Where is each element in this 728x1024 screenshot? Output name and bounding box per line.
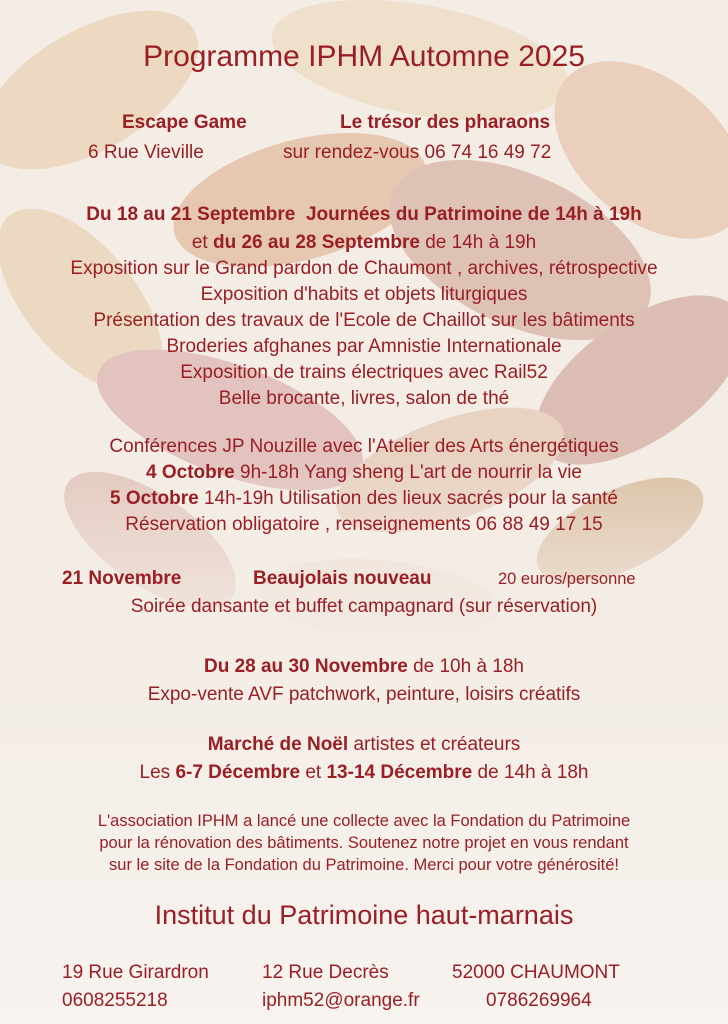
patrimoine-item: Belle brocante, livres, salon de thé xyxy=(218,388,510,409)
escape-game-label: Escape Game xyxy=(122,112,247,133)
beaujolais-event: Beaujolais nouveau xyxy=(253,568,432,589)
phone-2: 0786269964 xyxy=(486,990,592,1011)
email: iphm52@orange.fr xyxy=(262,990,420,1011)
escape-game-name: Le trésor des pharaons xyxy=(340,112,551,133)
patrimoine-item: Broderies afghanes par Amnistie Internationale xyxy=(166,336,562,357)
city: 52000 CHAUMONT xyxy=(452,962,620,983)
collecte-line: L'association IPHM a lancé une collecte avec la Fondation du Patrimoine xyxy=(97,812,631,830)
escape-game-booking: sur rendez-vous 06 74 16 49 72 xyxy=(283,142,552,163)
escape-game-address: 6 Rue Vieville xyxy=(88,142,204,163)
beaujolais-date: 21 Novembre xyxy=(62,568,182,589)
noel-heading: Marché de Noël artistes et créateurs xyxy=(207,734,521,755)
conferences-reservation: Réservation obligatoire , renseignements 06 88 49 17 15 xyxy=(125,514,603,535)
institute-name: Institut du Patrimoine haut-marnais xyxy=(154,900,574,930)
patrimoine-item: Exposition d'habits et objets liturgiques xyxy=(200,284,528,305)
phone-1: 0608255218 xyxy=(62,990,168,1011)
patrimoine-heading: Du 18 au 21 Septembre Journées du Patrimoine de 14h à 19h xyxy=(86,204,642,225)
patrimoine-item: Exposition sur le Grand pardon de Chaumont , archives, rétrospective xyxy=(70,258,658,279)
expo-vente-dates: Du 28 au 30 Novembre de 10h à 18h xyxy=(203,656,525,677)
conference-2: 5 Octobre 14h-19h Utilisation des lieux sacrés pour la santé xyxy=(110,488,618,509)
patrimoine-item: Présentation des travaux de l'Ecole de Chaillot sur les bâtiments xyxy=(93,310,635,331)
patrimoine-second-dates: et du 26 au 28 Septembre de 14h à 19h xyxy=(191,232,537,253)
conferences-intro: Conférences JP Nouzille avec l'Atelier des Arts énergétiques xyxy=(109,436,619,457)
noel-dates: Les 6-7 Décembre et 13-14 Décembre de 14h à 18h xyxy=(139,762,589,783)
address-1: 19 Rue Girardron xyxy=(62,962,209,983)
patrimoine-item: Exposition de trains électriques avec Rail52 xyxy=(180,362,548,383)
address-2: 12 Rue Decrès xyxy=(262,962,389,983)
collecte-line: sur le site de la Fondation du Patrimoine. Merci pour votre générosité! xyxy=(109,856,619,874)
conference-1: 4 Octobre 9h-18h Yang sheng L'art de nourrir la vie xyxy=(146,462,582,483)
expo-vente-details: Expo-vente AVF patchwork, peinture, loisirs créatifs xyxy=(147,684,581,705)
beaujolais-price: 20 euros/personne xyxy=(498,570,636,588)
collecte-line: pour la rénovation des bâtiments. Soutenez notre projet en vous rendant xyxy=(99,834,629,852)
beaujolais-details: Soirée dansante et buffet campagnard (sur réservation) xyxy=(130,596,598,617)
page-title: Programme IPHM Automne 2025 xyxy=(143,40,585,73)
